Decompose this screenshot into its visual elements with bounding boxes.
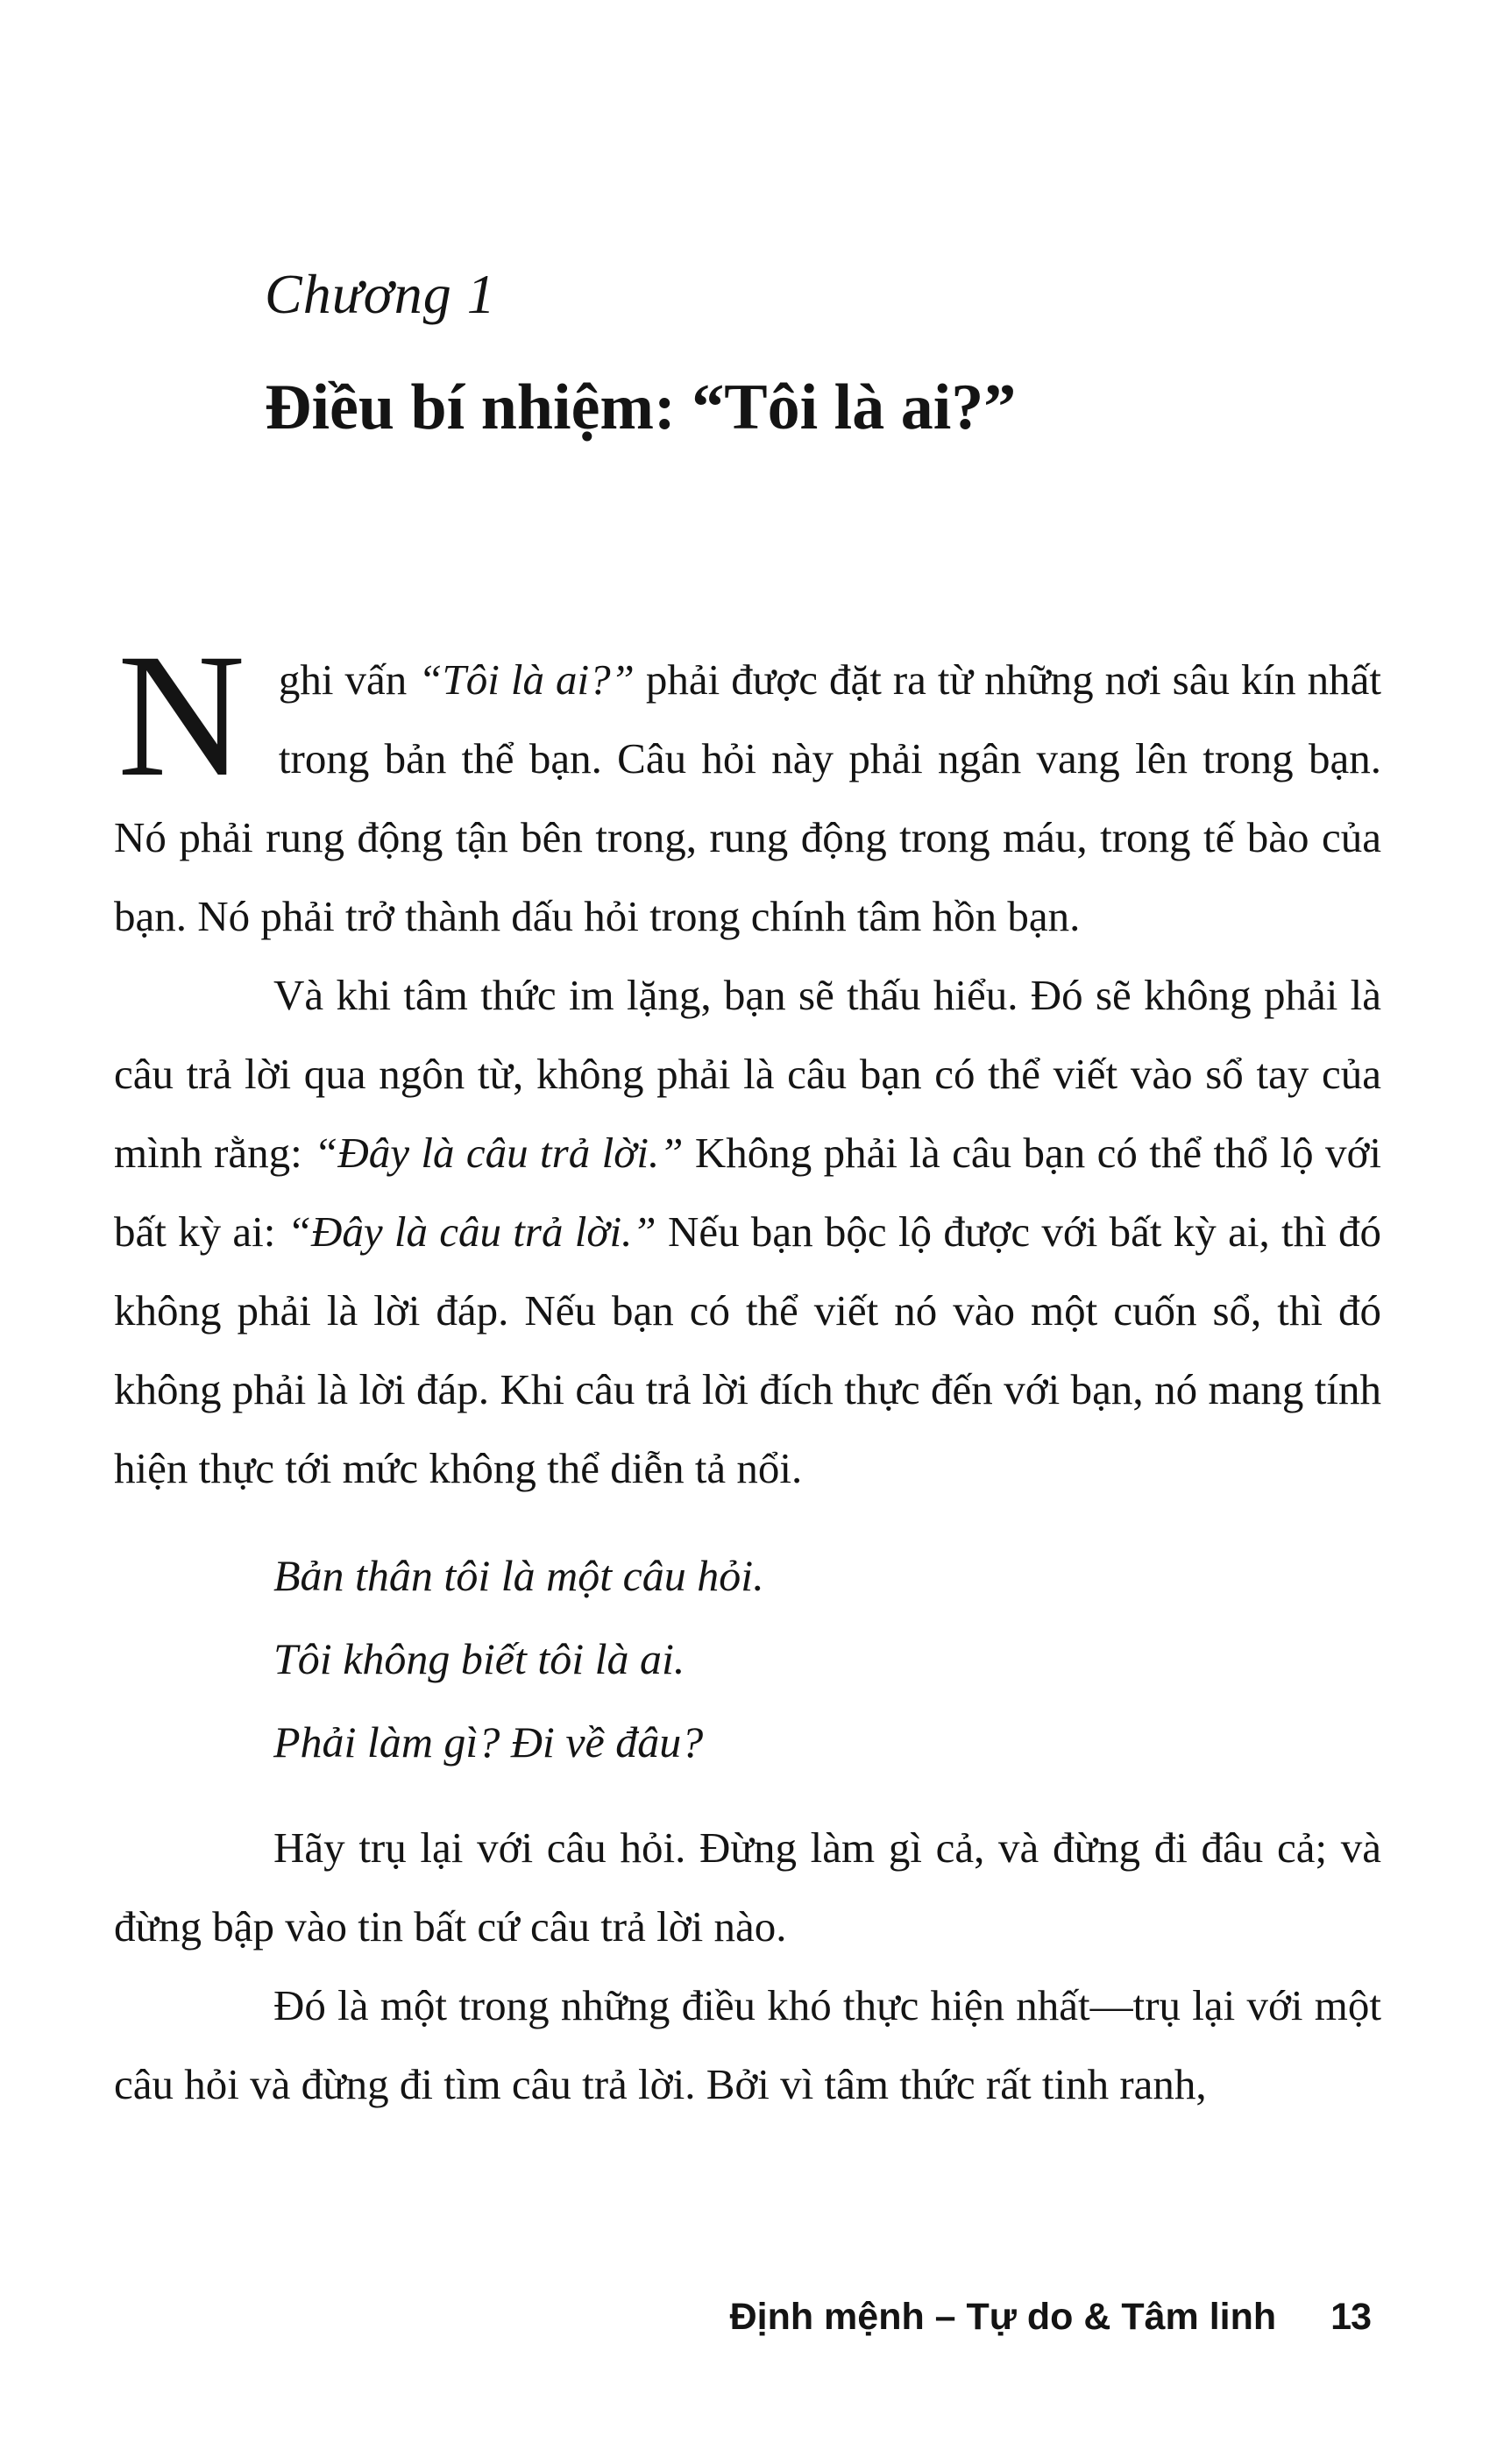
drop-cap: N [117, 617, 245, 813]
chapter-label: Chương 1 [265, 263, 496, 325]
paragraph-1 [114, 617, 1381, 956]
page-title: Điều bí nhiệm: “Tôi là ai?” [265, 372, 1017, 443]
quote-line: Phải làm gì? Đi về đâu? [273, 1717, 704, 1767]
paragraph-3: Hãy trụ lại với câu hỏi. Đừng làm gì cả, và đừng đi đâu cả; và đừng bập vào tin bất cứ câu trả lời nào. [114, 1823, 1381, 1951]
paragraph-2: Và khi tâm thức im lặng, bạn sẽ thấu hiểu. Đó sẽ không phải là câu trả lời qua ngôn từ, không phải là câu bạn có thể viết vào sổ tay của mình rằng: “Đây là câu trả lời.” Không phải là câu bạn có thể thổ lộ với bất kỳ ai: “Đây là câu trả lời.” Nếu bạn bộc lộ được với bất kỳ ai, thì đó không phải là lời đáp. Nếu bạn có thể viết nó vào một cuốn sổ, thì đó không phải là lời đáp. Khi câu trả lời đích thực đến với bạn, nó mang tính hiện thực tới mức không thể diễn tả nổi. [114, 971, 1382, 1492]
paragraph-1-text: ghi vấn “Tôi là ai?” phải được đặt ra từ những nơi sâu kín nhất trong bản thể bạn. Câu hỏi này phải ngân vang lên trong bạn. Nó phải rung động tận bên trong, rung động trong máu, trong tế bào của bạn. Nó phải trở thành dấu hỏi trong chính tâm hồn bạn. [114, 655, 1381, 940]
footer-book-title: Định mệnh – Tự do & Tâm linh [729, 2296, 1277, 2338]
paragraph-4: Đó là một trong những điều khó thực hiện nhất—trụ lại với một câu hỏi và đừng đi tìm câu trả lời. Bởi vì tâm thức rất tinh ranh, [114, 1981, 1381, 2108]
page-footer [730, 2298, 1371, 2336]
quote-block [273, 1534, 1381, 1784]
quote-line: Bản thân tôi là một câu hỏi. [273, 1551, 764, 1600]
footer-page-number: 13 [1330, 2296, 1371, 2338]
body-text [114, 617, 1382, 2124]
quote-line: Tôi không biết tôi là ai. [273, 1634, 685, 1683]
